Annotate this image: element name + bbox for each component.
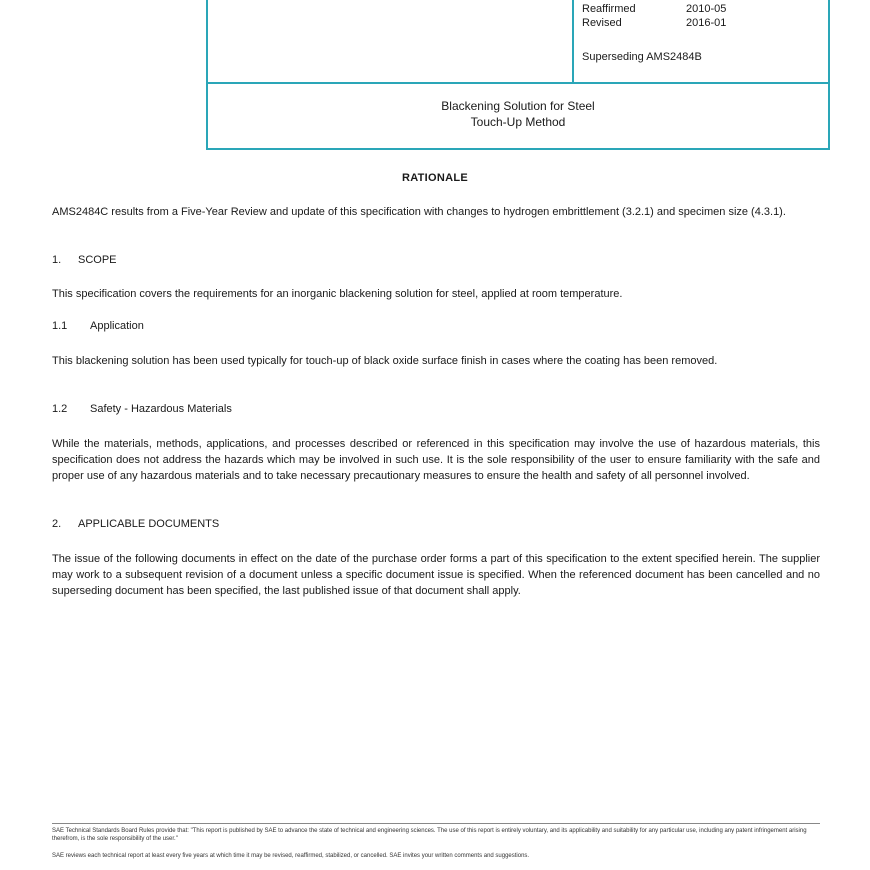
revised-label: Revised — [582, 17, 622, 29]
section-1-heading — [52, 254, 117, 266]
header-dates — [582, 2, 726, 30]
section-title: APPLICABLE DOCUMENTS — [78, 518, 220, 530]
section-2-heading — [52, 518, 219, 530]
revised-value: 2016-01 — [686, 17, 727, 29]
title-line-1: Blackening Solution for Steel — [441, 99, 595, 113]
document-title — [208, 98, 828, 130]
footer-divider — [52, 823, 820, 824]
rationale-text: AMS2484C results from a Five-Year Review and update of this specification with changes to hydrogen embrittlement (3.2.1) and specimen size (4.3.1). — [52, 206, 786, 218]
section-1-1-heading — [52, 320, 144, 332]
section-1-2-text: While the materials, methods, applications, and processes described or referenced in this specification may involve the use of hazardous materials, this specification does not address the hazards which may be involved in such use. It is the sole responsibility of the user to ensure familiarity with the safe and proper use of any hazardous materials and to take necessary precautionary measures to ensure the health and safety of all personnel involved. — [52, 438, 820, 482]
section-number: 1. — [52, 254, 62, 266]
rationale-heading: RATIONALE — [401, 172, 469, 184]
section-title: Application — [90, 320, 144, 332]
reaffirmed-row — [582, 2, 726, 16]
revised-row — [582, 16, 726, 30]
footer-note-1: SAE Technical Standards Board Rules provide that: "This report is published by SAE to advance the state of technical and engineering sciences. The use of this report is entirely voluntary, and its applicability and suitability for any particular use, including any patent infringement arising therefrom, is the sole responsibility of the user." — [52, 828, 807, 842]
reaffirmed-value: 2010-05 — [686, 3, 727, 15]
reaffirmed-label: Reaffirmed — [582, 3, 636, 15]
section-number: 1.2 — [52, 403, 68, 415]
section-title: SCOPE — [78, 254, 117, 266]
superseding-text: Superseding AMS2484B — [582, 51, 702, 63]
title-line-2: Touch-Up Method — [470, 115, 566, 129]
section-1-2-heading — [52, 403, 232, 415]
section-1-text: This specification covers the requirements for an inorganic blackening solution for steel, applied at room temperature. — [52, 288, 623, 300]
header-vertical-divider — [572, 0, 574, 82]
section-2-text: The issue of the following documents in effect on the date of the purchase order forms a part of this specification to the extent specified herein. The supplier may work to a subsequent revision of a document unless a specific document issue is specified. When the referenced document has been cancelled and no superseding document has been specified, the last published issue of that document shall apply. — [52, 553, 820, 597]
section-title: Safety - Hazardous Materials — [90, 403, 232, 415]
header-box — [206, 0, 830, 150]
footer-note-2: SAE reviews each technical report at least every five years at which time it may be revised, reaffirmed, stabilized, or cancelled. SAE invites your written comments and suggestions. — [52, 853, 530, 859]
section-number: 1.1 — [52, 320, 68, 332]
section-number: 2. — [52, 518, 62, 530]
header-horizontal-divider — [208, 82, 828, 84]
section-1-1-text: This blackening solution has been used typically for touch-up of black oxide surface finish in cases where the coating has been removed. — [52, 355, 718, 367]
